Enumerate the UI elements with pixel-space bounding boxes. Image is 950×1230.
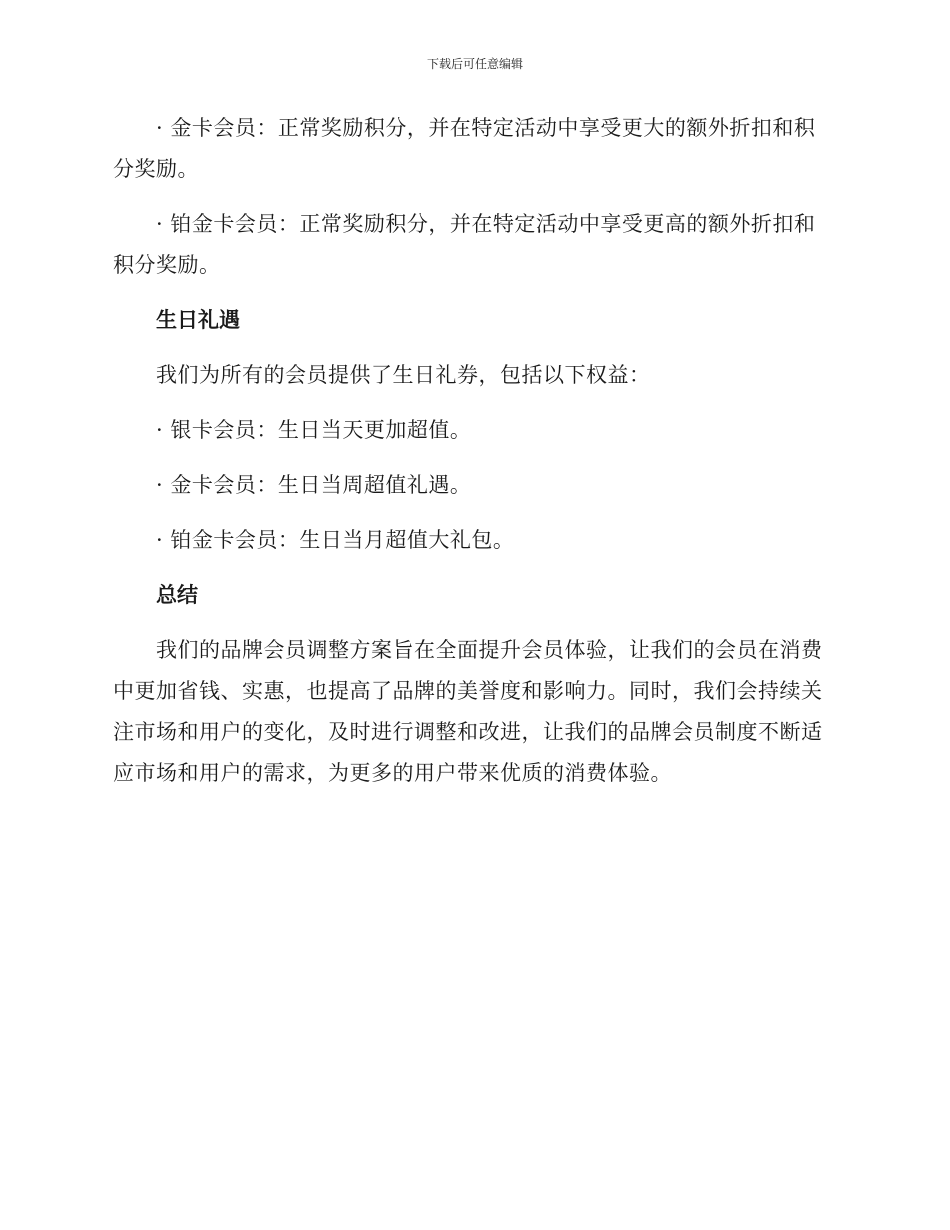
- birthday-item-platinum: · 铂金卡会员：生日当月超值大礼包。: [156, 528, 515, 552]
- platinum-points-paragraph: · 铂金卡会员：正常奖励积分，并在特定活动中享受更高的额外折扣和积分奖励。: [113, 212, 816, 277]
- summary-heading: 总结: [156, 583, 198, 607]
- header-note: 下载后可任意编辑: [426, 57, 523, 71]
- birthday-item-gold: · 金卡会员：生日当周超值礼遇。: [156, 473, 472, 497]
- summary-paragraph: 我们的品牌会员调整方案旨在全面提升会员体验，让我们的会员在消费中更加省钱、实惠，也提高了品牌的美誉度和影响力。同时，我们会持续关注市场和用户的变化，及时进行调整和改进，让我们的品牌会员制度不断适应市场和用户的需求，为更多的用户带来优质的消费体验。: [113, 638, 823, 785]
- birthday-heading: 生日礼遇: [156, 308, 240, 332]
- birthday-item-silver: · 银卡会员：生日当天更加超值。: [156, 418, 472, 442]
- document-body: [113, 108, 835, 808]
- birthday-intro: 我们为所有的会员提供了生日礼券，包括以下权益：: [156, 363, 651, 387]
- gold-points-paragraph: · 金卡会员：正常奖励积分，并在特定活动中享受更大的额外折扣和积分奖励。: [113, 116, 816, 181]
